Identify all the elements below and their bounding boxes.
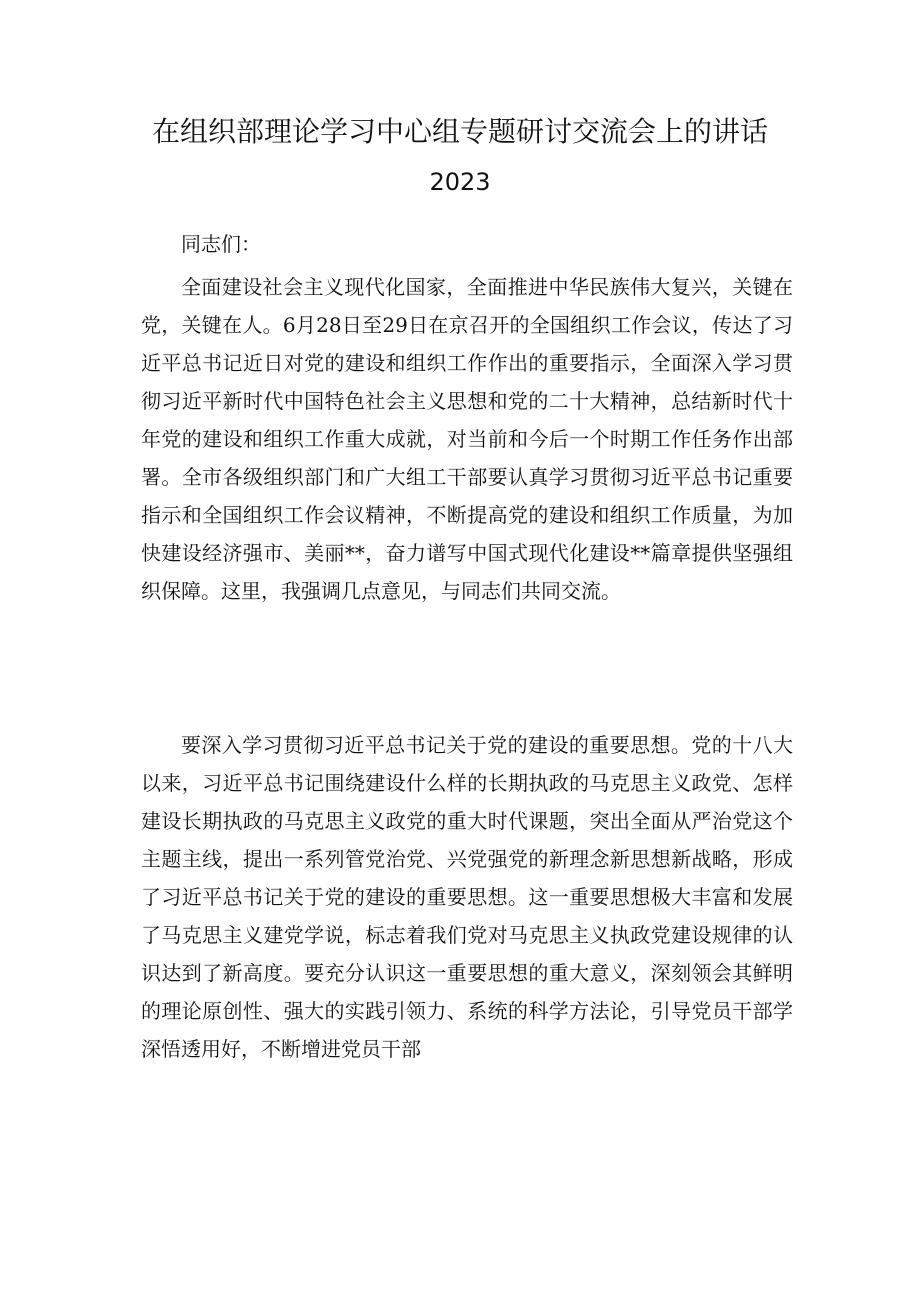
document-title: 在组织部理论学习中心组专题研讨交流会上的讲话 <box>151 115 768 148</box>
salutation: 同志们： <box>181 232 261 256</box>
paragraph-1: 全面建设社会主义现代化国家，全面推进中华民族伟大复兴，关键在党，关键在人。6月28日至29日在京召开的全国组织工作会议，传达了习近平总书记近日对党的建设和组织工作作出的重要指示，全面深入学习贯彻习近平新时代中国特色社会主义思想和党的二十大精神，总结新时代十年党的建设和组织工作重大成就，对当前和今后一个时期工作任务作出部署。全市各级组织部门和广大组工干部要认真学习贯彻习近平总书记重要指示和全国组织工作会议精神，不断提高党的建设和组织工作质量，为加快建设经济强市、美丽**，奋力谱写中国式现代化建设**篇章提供坚强组织保障。这里，我强调几点意见，与同志们共同交流。 <box>141 275 793 603</box>
document-year: 2023 <box>429 168 491 196</box>
paragraph-2: 要深入学习贯彻习近平总书记关于党的建设的重要思想。党的十八大以来，习近平总书记围绕建设什么样的长期执政的马克思主义政党、怎样建设长期执政的马克思主义政党的重大时代课题，突出全面从严治党这个主题主线，提出一系列管党治党、兴党强党的新理念新思想新战略，形成了习近平总书记关于党的建设的重要思想。这一重要思想极大丰富和发展了马克思主义建党学说，标志着我们党对马克思主义执政党建设规律的认识达到了新高度。要充分认识这一重要思想的重大意义，深刻领会其鲜明的理论原创性、强大的实践引领力、系统的科学方法论，引导党员干部学深悟透用好，不断增进党员干部 <box>141 733 793 1061</box>
